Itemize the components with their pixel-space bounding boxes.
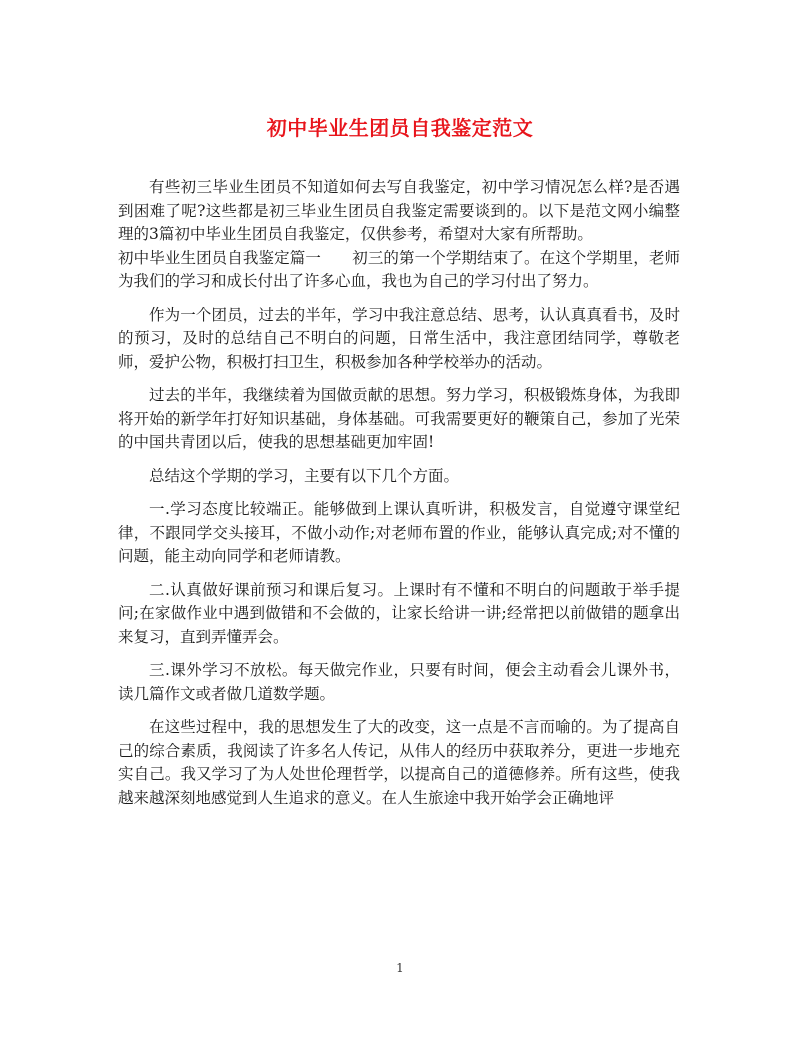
paragraph-point-two: 二.认真做好课前预习和课后复习。上课时有不懂和不明白的问题敢于举手提问;在家做作业中遇到做错和不会做的，让家长给讲一讲;经常把以前做错的题拿出来复习，直到弄懂弄会。: [118, 580, 680, 646]
document-body: [118, 176, 680, 820]
paragraph-reflection: 在这些过程中，我的思想发生了大的改变，这一点是不言而喻的。为了提高自己的综合素质，我阅读了许多名人传记，从伟人的经历中获取养分，更进一步地充实自己。我又学习了为人处世伦理哲学，以提高自己的道德修养。所有这些，使我越来越深刻地感觉到人生追求的意义。在人生旅途中我开始学会正确地评: [118, 718, 680, 807]
paragraph-past-half-year: 过去的半年，我继续着为国做贡献的思想。努力学习，积极锻炼身体，为我即将开始的新学年打好知识基础，身体基础。可我需要更好的鞭策自己，参加了光荣的中国共青团以后，使我的思想基础更加牢固!: [118, 386, 680, 451]
paragraph-point-one: 一.学习态度比较端正。能够做到上课认真听讲，积极发言，自觉遵守课堂纪律，不跟同学交头接耳，不做小动作;对老师布置的作业，能够认真完成;对不懂的问题，能主动向同学和老师请教。: [118, 500, 680, 565]
paragraph-intro: 有些初三毕业生团员不知道如何去写自我鉴定，初中学习情况怎么样?是否遇到困难了呢?这些都是初三毕业生团员自我鉴定需要谈到的。以下是范文网小编整理的3篇初中毕业生团员自我鉴定，仅供参考，希望对大家有所帮助。: [118, 178, 680, 243]
page-number: 1: [396, 961, 404, 975]
document-title: 初中毕业生团员自我鉴定范文: [266, 116, 534, 140]
paragraph-summary-lead: 总结这个学期的学习，主要有以下几个方面。: [149, 466, 460, 485]
paragraph-section-one: 初中毕业生团员自我鉴定篇一 初三的第一个学期结束了。在这个学期里，老师为我们的学习和成长付出了许多心血，我也为自己的学习付出了努力。: [118, 248, 680, 290]
paragraph-as-member: 作为一个团员，过去的半年，学习中我注意总结、思考，认认真真看书，及时的预习，及时的总结自己不明白的问题，日常生活中，我注意团结同学，尊敬老师，爱护公物，积极打扫卫生，积极参加各种学校举办的活动。: [118, 305, 680, 371]
paragraph-point-three: 三.课外学习不放松。每天做完作业，只要有时间，便会主动看会儿课外书，读几篇作文或者做几道数学题。: [118, 661, 680, 703]
